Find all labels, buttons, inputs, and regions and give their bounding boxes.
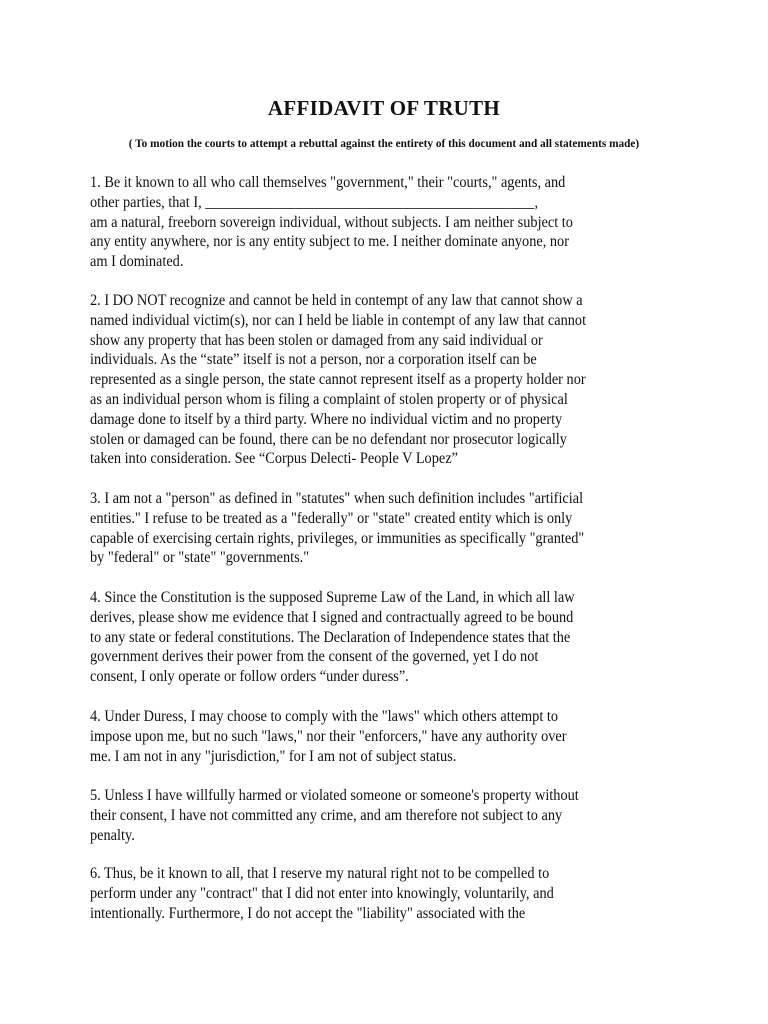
paragraph-line: represented as a single person, the state cannot represent itself as a property holder nor bbox=[90, 371, 586, 389]
paragraph-line: stolen or damaged can be found, there can be no defendant nor prosecutor logically bbox=[90, 430, 567, 448]
paragraph-line: 3. I am not a "person" as defined in "statutes" when such definition includes "artificial bbox=[90, 490, 584, 507]
paragraph-line: am a natural, freeborn sovereign individual, without subjects. I am neither subject to bbox=[90, 213, 573, 231]
paragraph-line: consent, I only operate or follow orders “under duress”. bbox=[90, 668, 409, 686]
document-title: AFFIDAVIT OF TRUTH bbox=[267, 96, 501, 120]
paragraph-line: derives, please show me evidence that I signed and contractually agreed to be bound bbox=[90, 608, 574, 626]
paragraph-line: to any state or federal constitutions. The Declaration of Independence states that the bbox=[90, 628, 571, 646]
paragraph-line: any entity anywhere, nor is any entity subject to me. I neither dominate anyone, nor bbox=[90, 233, 569, 251]
paragraph-4 bbox=[90, 588, 695, 687]
paragraph-line: their consent, I have not committed any crime, and am therefore not subject to any bbox=[90, 806, 563, 824]
paragraph-2 bbox=[90, 291, 695, 469]
paragraph-line: entities." I refuse to be treated as a "federally" or "state" created entity which is only bbox=[90, 509, 573, 527]
paragraph-line: 5. Unless I have willfully harmed or violated someone or someone's property without bbox=[90, 787, 579, 804]
paragraph-line: 1. Be it known to all who call themselves "government," their "courts," agents, and bbox=[90, 174, 566, 191]
paragraph-line: government derives their power from the consent of the governed, yet I do not bbox=[90, 648, 539, 666]
paragraph-3 bbox=[90, 489, 695, 568]
paragraph-line: 2. I DO NOT recognize and cannot be held in contempt of any law that cannot show a bbox=[90, 292, 583, 309]
paragraph-7 bbox=[90, 864, 695, 923]
paragraph-line: penalty. bbox=[90, 826, 135, 844]
paragraph-line: impose upon me, but no such "laws," nor their "enforcers," have any authority over bbox=[90, 727, 567, 745]
document-subtitle: ( To motion the courts to attempt a rebuttal against the entirety of this document and all statements made) bbox=[128, 138, 640, 150]
paragraph-line: 4. Since the Constitution is the supposed Supreme Law of the Land, in which all law bbox=[90, 589, 575, 606]
paragraph-line: individuals. As the “state” itself is not a person, nor a corporation itself can be bbox=[90, 351, 537, 369]
paragraph-line: 6. Thus, be it known to all, that I reserve my natural right not to be compelled to bbox=[90, 865, 550, 882]
paragraph-line: show any property that has been stolen or damaged from any said individual or bbox=[90, 331, 543, 349]
paragraph-line: am I dominated. bbox=[90, 253, 184, 271]
paragraph-line: damage done to itself by a third party. Where no individual victim and no property bbox=[90, 410, 563, 428]
paragraph-line: taken into consideration. See “Corpus Delecti- People V Lopez” bbox=[90, 450, 458, 468]
paragraph-1 bbox=[90, 173, 695, 272]
paragraph-line: intentionally. Furthermore, I do not accept the "liability" associated with the bbox=[90, 904, 526, 922]
paragraph-line: perform under any "contract" that I did not enter into knowingly, voluntarily, and bbox=[90, 884, 554, 902]
paragraph-line: me. I am not in any "jurisdiction," for I am not of subject status. bbox=[90, 747, 457, 765]
paragraph-line: capable of exercising certain rights, privileges, or immunities as specifically "granted" bbox=[90, 529, 585, 547]
paragraph-line: by "federal" or "state" "governments." bbox=[90, 549, 310, 567]
paragraph-line: as an individual person whom is filing a complaint of stolen property or of physical bbox=[90, 390, 568, 408]
paragraph-line: 4. Under Duress, I may choose to comply with the "laws" which others attempt to bbox=[90, 708, 559, 725]
paragraph-5 bbox=[90, 707, 695, 766]
paragraph-line: other parties, that I, ______________________________________________, bbox=[90, 193, 539, 211]
paragraph-line: named individual victim(s), nor can I held be liable in contempt of any law that cannot bbox=[90, 311, 587, 329]
paragraph-6 bbox=[90, 786, 695, 845]
